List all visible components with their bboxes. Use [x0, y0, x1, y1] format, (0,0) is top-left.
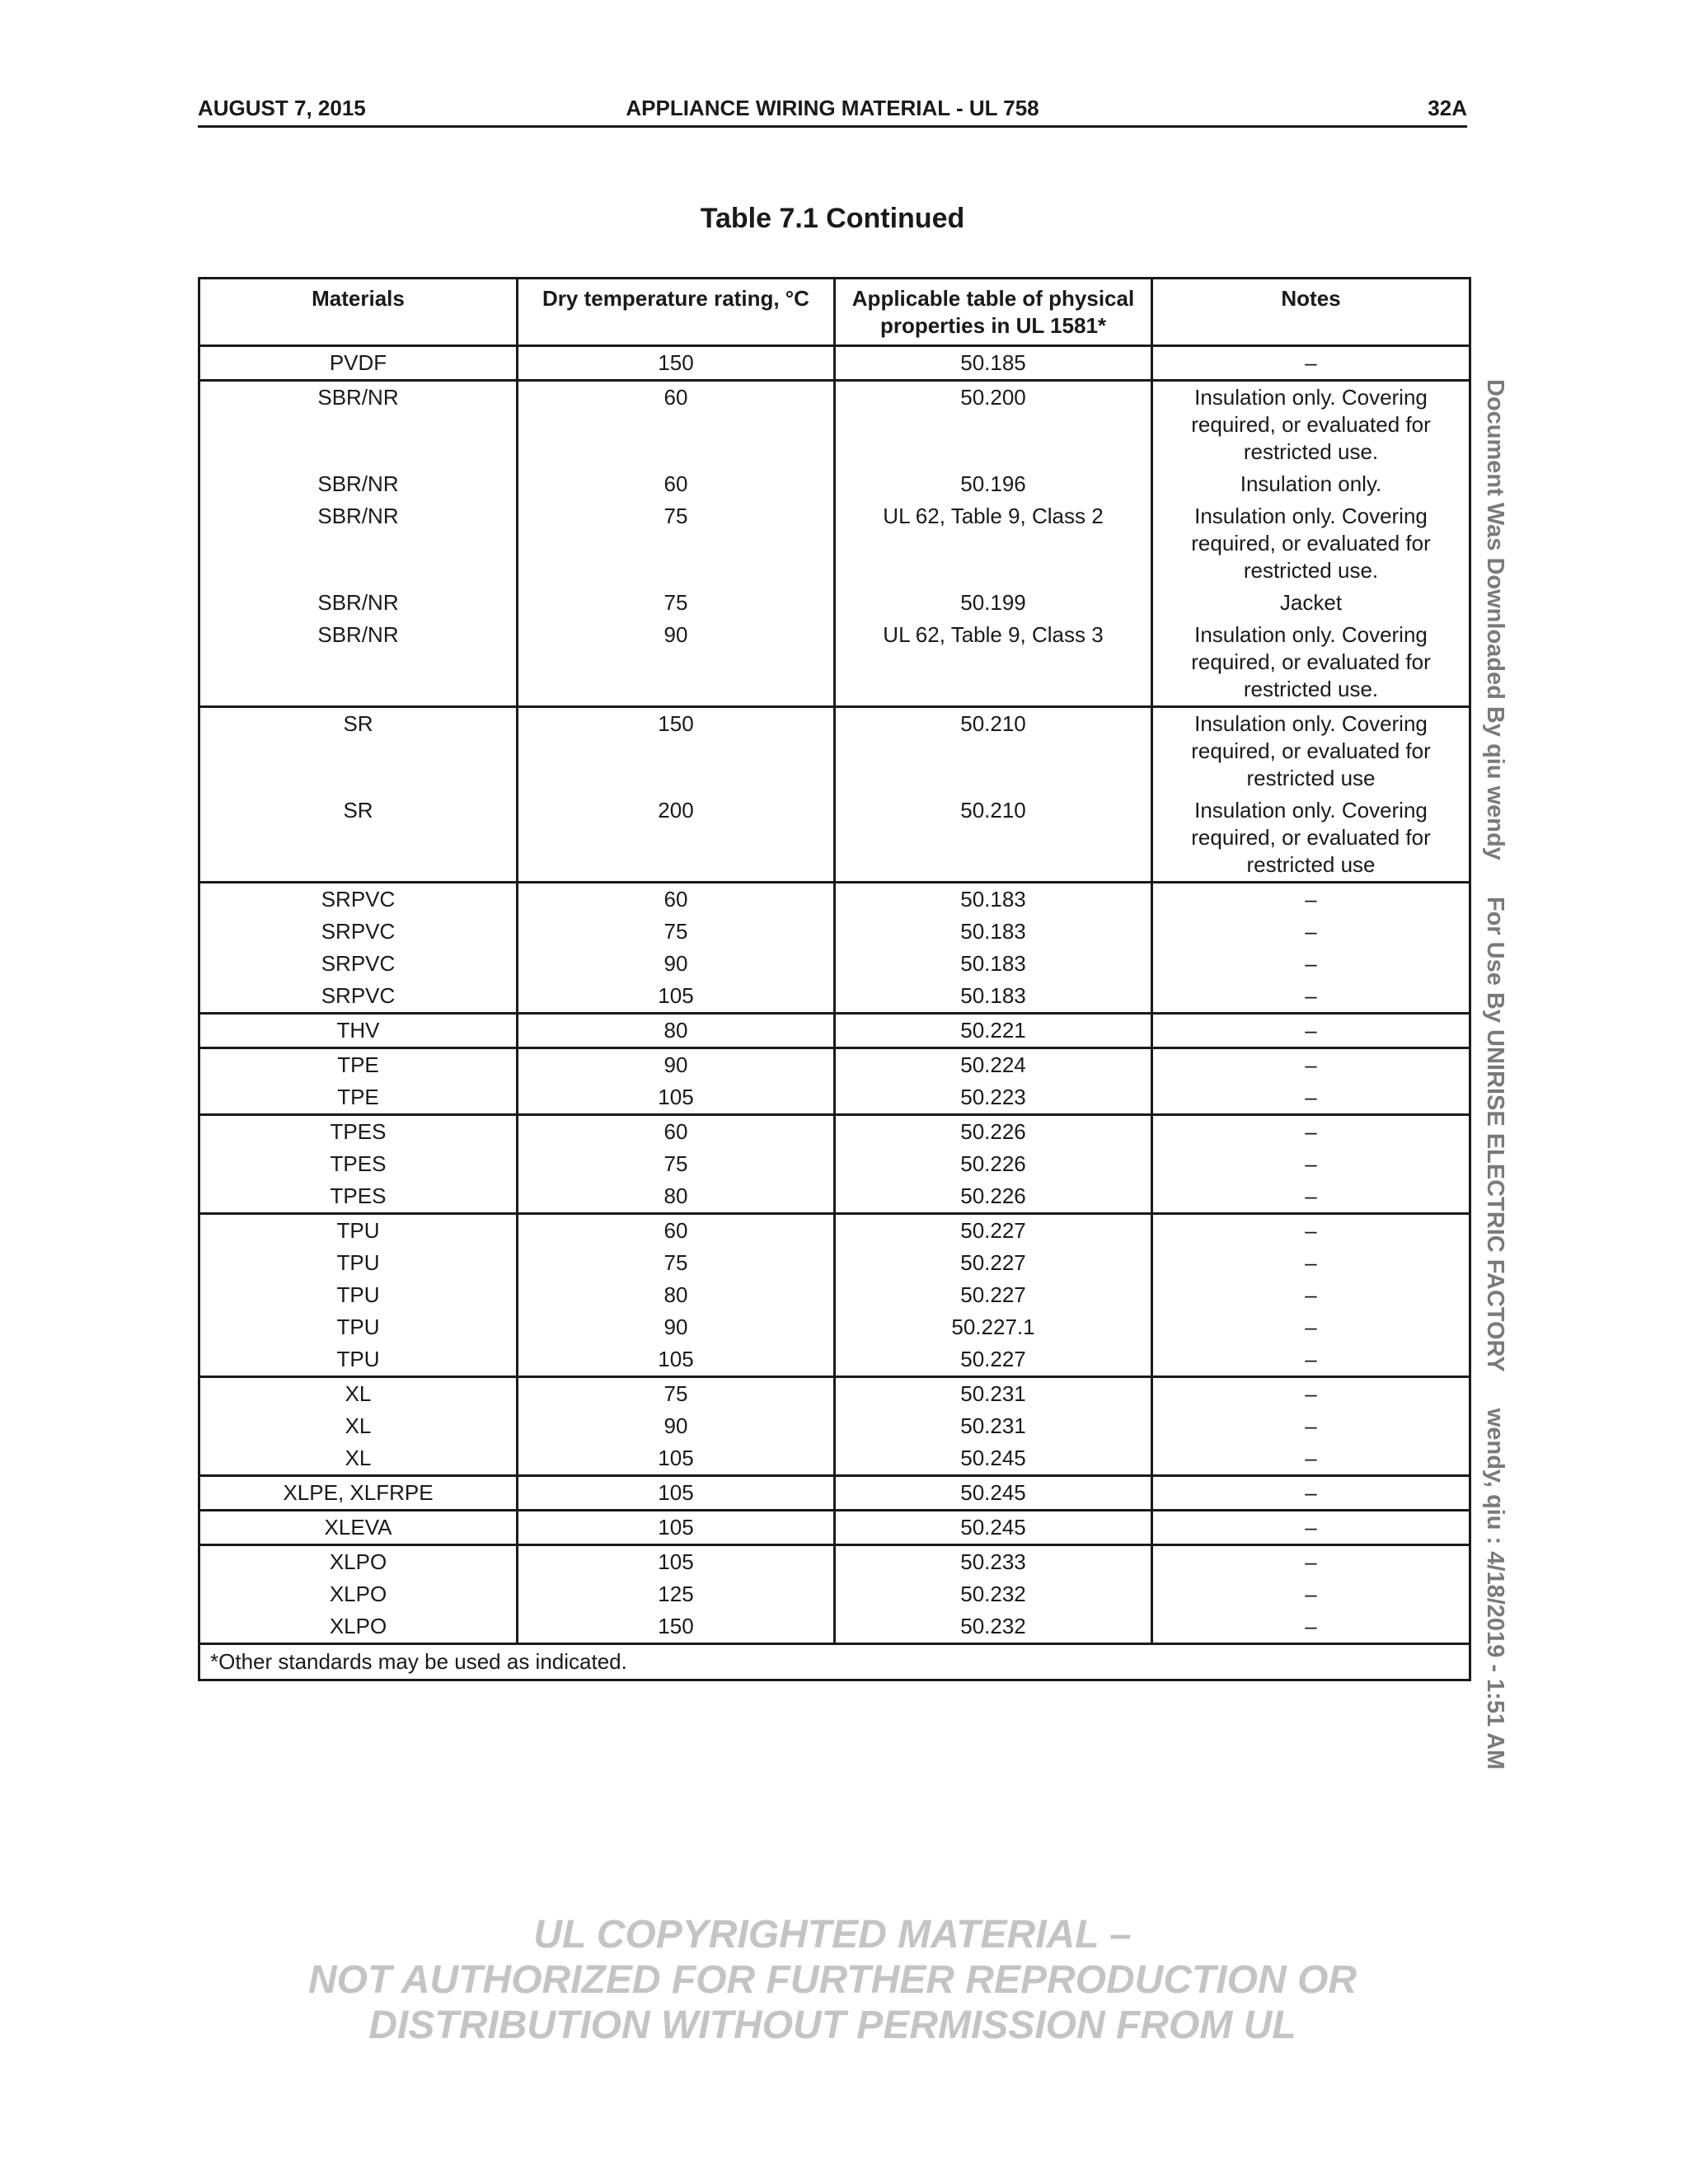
notes-cell: – — [1152, 1343, 1470, 1377]
notes-cell: Insulation only. Covering required, or evaluated for restricted use. — [1152, 619, 1470, 707]
material-cell: XLEVA — [199, 1511, 518, 1545]
download-stamp-timestamp: wendy, qiu : 4/18/2019 - 1:51 AM — [1482, 1408, 1508, 1770]
material-cell: XL — [199, 1410, 518, 1442]
download-stamp — [1481, 379, 1508, 1797]
temperature-cell: 90 — [518, 1410, 835, 1442]
material-cell: TPE — [199, 1081, 518, 1115]
table-header — [199, 279, 1470, 346]
table-row — [199, 1081, 1470, 1115]
material-group — [199, 1048, 1470, 1115]
notes-cell: – — [1152, 948, 1470, 980]
temperature-cell: 150 — [518, 1610, 835, 1644]
notes-cell: – — [1152, 1442, 1470, 1476]
notes-cell: Insulation only. Covering required, or evaluated for restricted use — [1152, 794, 1470, 883]
property-table-cell: 50.232 — [835, 1610, 1152, 1644]
notes-cell: – — [1152, 1214, 1470, 1248]
temperature-cell: 80 — [518, 1014, 835, 1048]
material-cell: TPU — [199, 1279, 518, 1311]
material-cell: SBR/NR — [199, 500, 518, 587]
material-cell: TPU — [199, 1343, 518, 1377]
notes-cell: – — [1152, 1377, 1470, 1411]
material-cell: SRPVC — [199, 980, 518, 1014]
notes-cell: – — [1152, 1610, 1470, 1644]
property-table-cell: UL 62, Table 9, Class 2 — [835, 500, 1152, 587]
property-table-cell: 50.227 — [835, 1343, 1152, 1377]
table-row — [199, 1247, 1470, 1279]
material-cell: SBR/NR — [199, 619, 518, 707]
material-cell: TPU — [199, 1311, 518, 1343]
table-title: Table 7.1 Continued — [700, 203, 965, 234]
temperature-cell: 90 — [518, 1048, 835, 1082]
property-table-cell: 50.232 — [835, 1578, 1152, 1610]
property-table-cell: 50.227 — [835, 1214, 1152, 1248]
download-stamp-downloaded-by: Document Was Downloaded By qiu wendy — [1482, 379, 1508, 860]
material-cell: SBR/NR — [199, 587, 518, 619]
property-table-cell: 50.210 — [835, 707, 1152, 795]
header-date: AUGUST 7, 2015 — [198, 96, 366, 120]
material-cell: SBR/NR — [199, 468, 518, 500]
temperature-cell: 105 — [518, 1343, 835, 1377]
temperature-cell: 75 — [518, 916, 835, 948]
table-row — [199, 1048, 1470, 1082]
table-row — [199, 1148, 1470, 1180]
column-header-dry-temperature: Dry temperature rating, °C — [518, 279, 835, 346]
material-cell: XL — [199, 1377, 518, 1411]
notes-cell: – — [1152, 1511, 1470, 1545]
material-cell: TPE — [199, 1048, 518, 1082]
table-row — [199, 1410, 1470, 1442]
table-row — [199, 1343, 1470, 1377]
property-table-cell: 50.231 — [835, 1377, 1152, 1411]
notes-cell: Insulation only. Covering required, or evaluated for restricted use. — [1152, 500, 1470, 587]
material-cell: TPES — [199, 1180, 518, 1214]
material-cell: XLPO — [199, 1610, 518, 1644]
temperature-cell: 80 — [518, 1279, 835, 1311]
temperature-cell: 105 — [518, 1442, 835, 1476]
material-group — [199, 346, 1470, 381]
table-footnote: *Other standards may be used as indicated. — [199, 1644, 1470, 1680]
header-document-title: APPLIANCE WIRING MATERIAL - UL 758 — [626, 96, 1039, 120]
temperature-cell: 150 — [518, 346, 835, 381]
property-table-cell: 50.226 — [835, 1115, 1152, 1149]
table-row — [199, 1511, 1470, 1545]
copyright-notice — [198, 1912, 1467, 2048]
property-table-cell: 50.226 — [835, 1148, 1152, 1180]
table-row — [199, 500, 1470, 587]
notes-cell: – — [1152, 1279, 1470, 1311]
property-table-cell: 50.210 — [835, 794, 1152, 883]
property-table-cell: UL 62, Table 9, Class 3 — [835, 619, 1152, 707]
material-cell: SRPVC — [199, 916, 518, 948]
property-table-cell: 50.224 — [835, 1048, 1152, 1082]
temperature-cell: 75 — [518, 500, 835, 587]
material-cell: TPES — [199, 1148, 518, 1180]
material-group — [199, 1476, 1470, 1511]
temperature-cell: 125 — [518, 1578, 835, 1610]
temperature-cell: 200 — [518, 794, 835, 883]
table-row — [199, 381, 1470, 469]
footnote-row — [199, 1644, 1470, 1680]
material-cell: THV — [199, 1014, 518, 1048]
temperature-cell: 90 — [518, 619, 835, 707]
table-row — [199, 1610, 1470, 1644]
table-row — [199, 1214, 1470, 1248]
material-group — [199, 381, 1470, 707]
material-cell: XLPE, XLFRPE — [199, 1476, 518, 1511]
table-row — [199, 1311, 1470, 1343]
material-cell: PVDF — [199, 346, 518, 381]
property-table-cell: 50.183 — [835, 980, 1152, 1014]
notes-cell: Insulation only. Covering required, or evaluated for restricted use. — [1152, 381, 1470, 469]
notes-cell: – — [1152, 1545, 1470, 1579]
notes-cell: Jacket — [1152, 587, 1470, 619]
property-table-cell: 50.227.1 — [835, 1311, 1152, 1343]
property-table-cell: 50.227 — [835, 1279, 1152, 1311]
material-cell: TPU — [199, 1247, 518, 1279]
header-page-number: 32A — [1428, 96, 1467, 120]
table-row — [199, 980, 1470, 1014]
property-table-cell: 50.183 — [835, 883, 1152, 916]
table-row — [199, 587, 1470, 619]
temperature-cell: 60 — [518, 1214, 835, 1248]
table-footer — [199, 1644, 1470, 1680]
table-row — [199, 883, 1470, 916]
table-row — [199, 794, 1470, 883]
table-row — [199, 468, 1470, 500]
column-header-materials: Materials — [199, 279, 518, 346]
table-row — [199, 1377, 1470, 1411]
property-table-cell: 50.245 — [835, 1511, 1152, 1545]
notes-cell: – — [1152, 1476, 1470, 1511]
material-group — [199, 1377, 1470, 1476]
temperature-cell: 105 — [518, 1476, 835, 1511]
column-header-notes: Notes — [1152, 279, 1470, 346]
temperature-cell: 90 — [518, 1311, 835, 1343]
material-group — [199, 1545, 1470, 1644]
material-cell: SRPVC — [199, 948, 518, 980]
notes-cell: Insulation only. Covering required, or evaluated for restricted use — [1152, 707, 1470, 795]
header-row — [199, 279, 1470, 346]
table-row — [199, 1476, 1470, 1511]
copyright-line: NOT AUTHORIZED FOR FURTHER REPRODUCTION OR — [308, 1958, 1357, 2002]
notes-cell: – — [1152, 1115, 1470, 1149]
property-table-cell: 50.183 — [835, 916, 1152, 948]
temperature-cell: 60 — [518, 381, 835, 469]
notes-cell: – — [1152, 883, 1470, 916]
property-table-cell: 50.226 — [835, 1180, 1152, 1214]
notes-cell: – — [1152, 1180, 1470, 1214]
temperature-cell: 75 — [518, 1247, 835, 1279]
notes-cell: – — [1152, 346, 1470, 381]
temperature-cell: 105 — [518, 980, 835, 1014]
temperature-cell: 105 — [518, 1511, 835, 1545]
notes-cell: – — [1152, 1247, 1470, 1279]
temperature-cell: 150 — [518, 707, 835, 795]
notes-cell: – — [1152, 916, 1470, 948]
table-row — [199, 916, 1470, 948]
material-cell: SR — [199, 707, 518, 795]
table-row — [199, 948, 1470, 980]
temperature-cell: 105 — [518, 1545, 835, 1579]
property-table-cell: 50.199 — [835, 587, 1152, 619]
table-row — [199, 346, 1470, 381]
notes-cell: – — [1152, 1410, 1470, 1442]
notes-cell: – — [1152, 1148, 1470, 1180]
property-table-cell: 50.185 — [835, 346, 1152, 381]
property-table-cell: 50.200 — [835, 381, 1152, 469]
table-row — [199, 619, 1470, 707]
temperature-cell: 75 — [518, 1148, 835, 1180]
temperature-cell: 105 — [518, 1081, 835, 1115]
table-row — [199, 707, 1470, 795]
material-group — [199, 1115, 1470, 1214]
property-table-cell: 50.223 — [835, 1081, 1152, 1115]
notes-cell: – — [1152, 1311, 1470, 1343]
material-cell: XLPO — [199, 1545, 518, 1579]
table-row — [199, 1014, 1470, 1048]
table-row — [199, 1578, 1470, 1610]
property-table-cell: 50.221 — [835, 1014, 1152, 1048]
material-cell: SR — [199, 794, 518, 883]
property-table-cell: 50.231 — [835, 1410, 1152, 1442]
materials-table — [198, 277, 1471, 1681]
table-row — [199, 1545, 1470, 1579]
property-table-cell: 50.245 — [835, 1476, 1152, 1511]
material-cell: XL — [199, 1442, 518, 1476]
temperature-cell: 80 — [518, 1180, 835, 1214]
notes-cell: – — [1152, 1578, 1470, 1610]
copyright-line: DISTRIBUTION WITHOUT PERMISSION FROM UL — [368, 2004, 1296, 2047]
download-stamp-for-use-by: For Use By UNIRISE ELECTRIC FACTORY — [1482, 896, 1508, 1372]
temperature-cell: 75 — [518, 587, 835, 619]
material-group — [199, 707, 1470, 883]
material-cell: XLPO — [199, 1578, 518, 1610]
column-header-physical-properties-table: Applicable table of physical properties in UL 1581* — [835, 279, 1152, 346]
property-table-cell: 50.183 — [835, 948, 1152, 980]
table-row — [199, 1115, 1470, 1149]
notes-cell: – — [1152, 1048, 1470, 1082]
property-table-cell: 50.196 — [835, 468, 1152, 500]
temperature-cell: 60 — [518, 1115, 835, 1149]
notes-cell: – — [1152, 1014, 1470, 1048]
material-cell: SBR/NR — [199, 381, 518, 469]
temperature-cell: 90 — [518, 948, 835, 980]
copyright-line: UL COPYRIGHTED MATERIAL – — [533, 1913, 1132, 1957]
table-row — [199, 1180, 1470, 1214]
material-group — [199, 883, 1470, 1014]
material-group — [199, 1214, 1470, 1377]
notes-cell: Insulation only. — [1152, 468, 1470, 500]
temperature-cell: 75 — [518, 1377, 835, 1411]
table-row — [199, 1279, 1470, 1311]
temperature-cell: 60 — [518, 883, 835, 916]
temperature-cell: 60 — [518, 468, 835, 500]
property-table-cell: 50.245 — [835, 1442, 1152, 1476]
material-cell: SRPVC — [199, 883, 518, 916]
property-table-cell: 50.227 — [835, 1247, 1152, 1279]
notes-cell: – — [1152, 1081, 1470, 1115]
material-group — [199, 1511, 1470, 1545]
material-group — [199, 1014, 1470, 1048]
notes-cell: – — [1152, 980, 1470, 1014]
material-cell: TPES — [199, 1115, 518, 1149]
table-row — [199, 1442, 1470, 1476]
property-table-cell: 50.233 — [835, 1545, 1152, 1579]
page-header — [198, 92, 1467, 128]
material-cell: TPU — [199, 1214, 518, 1248]
